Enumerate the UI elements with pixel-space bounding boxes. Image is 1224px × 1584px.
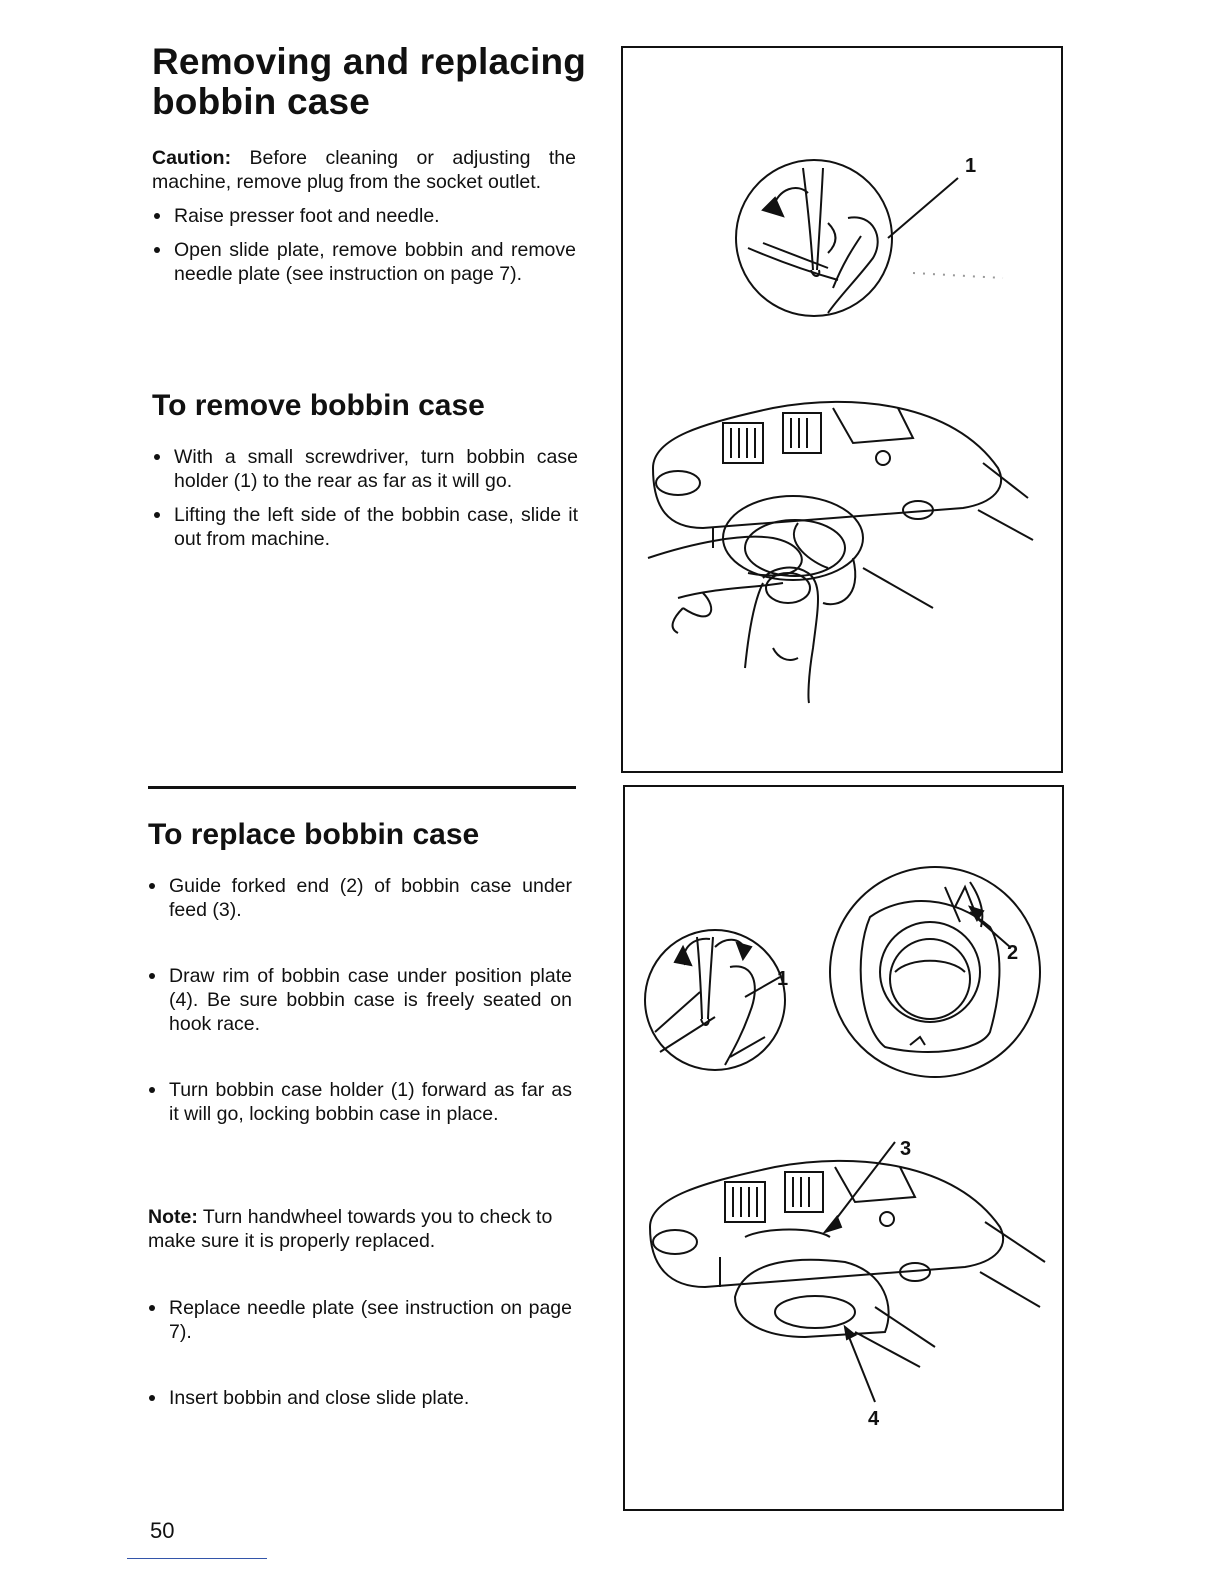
remove-figure-frame bbox=[621, 46, 1063, 773]
footer-rule bbox=[127, 1558, 267, 1559]
replace-bullet-2: Draw rim of bobbin case under position plate (4). Be sure bobbin case is freely seated on hook race. bbox=[147, 964, 572, 1036]
callout-1-leader-bottom bbox=[745, 977, 780, 997]
page-number: 50 bbox=[150, 1518, 175, 1543]
callout-1-label-bottom: 1 bbox=[777, 968, 789, 990]
remove-bullet-list bbox=[152, 445, 578, 551]
replace-heading: To replace bobbin case bbox=[148, 818, 480, 851]
page-title: Removing and replacing bobbin case bbox=[152, 41, 587, 122]
final-bullet-1: Replace needle plate (see instruction on page 7). bbox=[147, 1296, 572, 1344]
hand-icon bbox=[648, 537, 818, 703]
caution-text: Before cleaning or adjusting the machine, remove plug from the socket outlet. bbox=[152, 147, 576, 193]
section-divider bbox=[148, 786, 576, 789]
replace-bullet-1: Guide forked end (2) of bobbin case under feed (3). bbox=[147, 874, 572, 922]
screwdriver-detail-icon bbox=[736, 160, 892, 316]
note-paragraph bbox=[148, 1205, 574, 1253]
callout-2-label: 2 bbox=[1007, 942, 1019, 964]
remove-bullet-1: With a small screwdriver, turn bobbin case holder (1) to the rear as far as it will go. bbox=[152, 445, 578, 493]
final-bullet-list bbox=[147, 1296, 572, 1410]
intro-bullet-1: Raise presser foot and needle. bbox=[152, 204, 576, 228]
holder-turn-detail-icon bbox=[645, 930, 785, 1070]
bobbin-case-detail-icon bbox=[830, 867, 1040, 1077]
note-label: Note: bbox=[148, 1206, 198, 1228]
intro-section bbox=[152, 146, 576, 286]
remove-heading: To remove bobbin case bbox=[152, 389, 485, 422]
intro-bullet-list bbox=[152, 204, 576, 286]
callout-4-label: 4 bbox=[868, 1408, 880, 1430]
final-bullet-2: Insert bobbin and close slide plate. bbox=[147, 1386, 572, 1410]
replace-bullet-3: Turn bobbin case holder (1) forward as far as it will go, locking bobbin case in place. bbox=[147, 1078, 572, 1126]
remove-illustration bbox=[623, 48, 1061, 771]
callout-1-leader bbox=[888, 178, 958, 238]
callout-1-label: 1 bbox=[965, 155, 977, 177]
remove-bullet-2: Lifting the left side of the bobbin case, slide it out from machine. bbox=[152, 503, 578, 551]
callout-4-leader bbox=[847, 1332, 875, 1402]
replace-bullet-list bbox=[147, 874, 572, 1126]
callout-3-leader bbox=[830, 1142, 895, 1227]
machine-plate-icon bbox=[653, 402, 1033, 608]
replace-figure-frame bbox=[623, 785, 1064, 1511]
intro-bullet-2: Open slide plate, remove bobbin and remove needle plate (see instruction on page 7). bbox=[152, 238, 576, 286]
note-text: Turn handwheel towards you to check to make sure it is properly replaced. bbox=[148, 1206, 553, 1252]
callout-3-label: 3 bbox=[900, 1138, 912, 1160]
replace-illustration bbox=[625, 787, 1062, 1509]
caution-label: Caution: bbox=[152, 147, 232, 169]
caution-paragraph bbox=[152, 146, 576, 194]
